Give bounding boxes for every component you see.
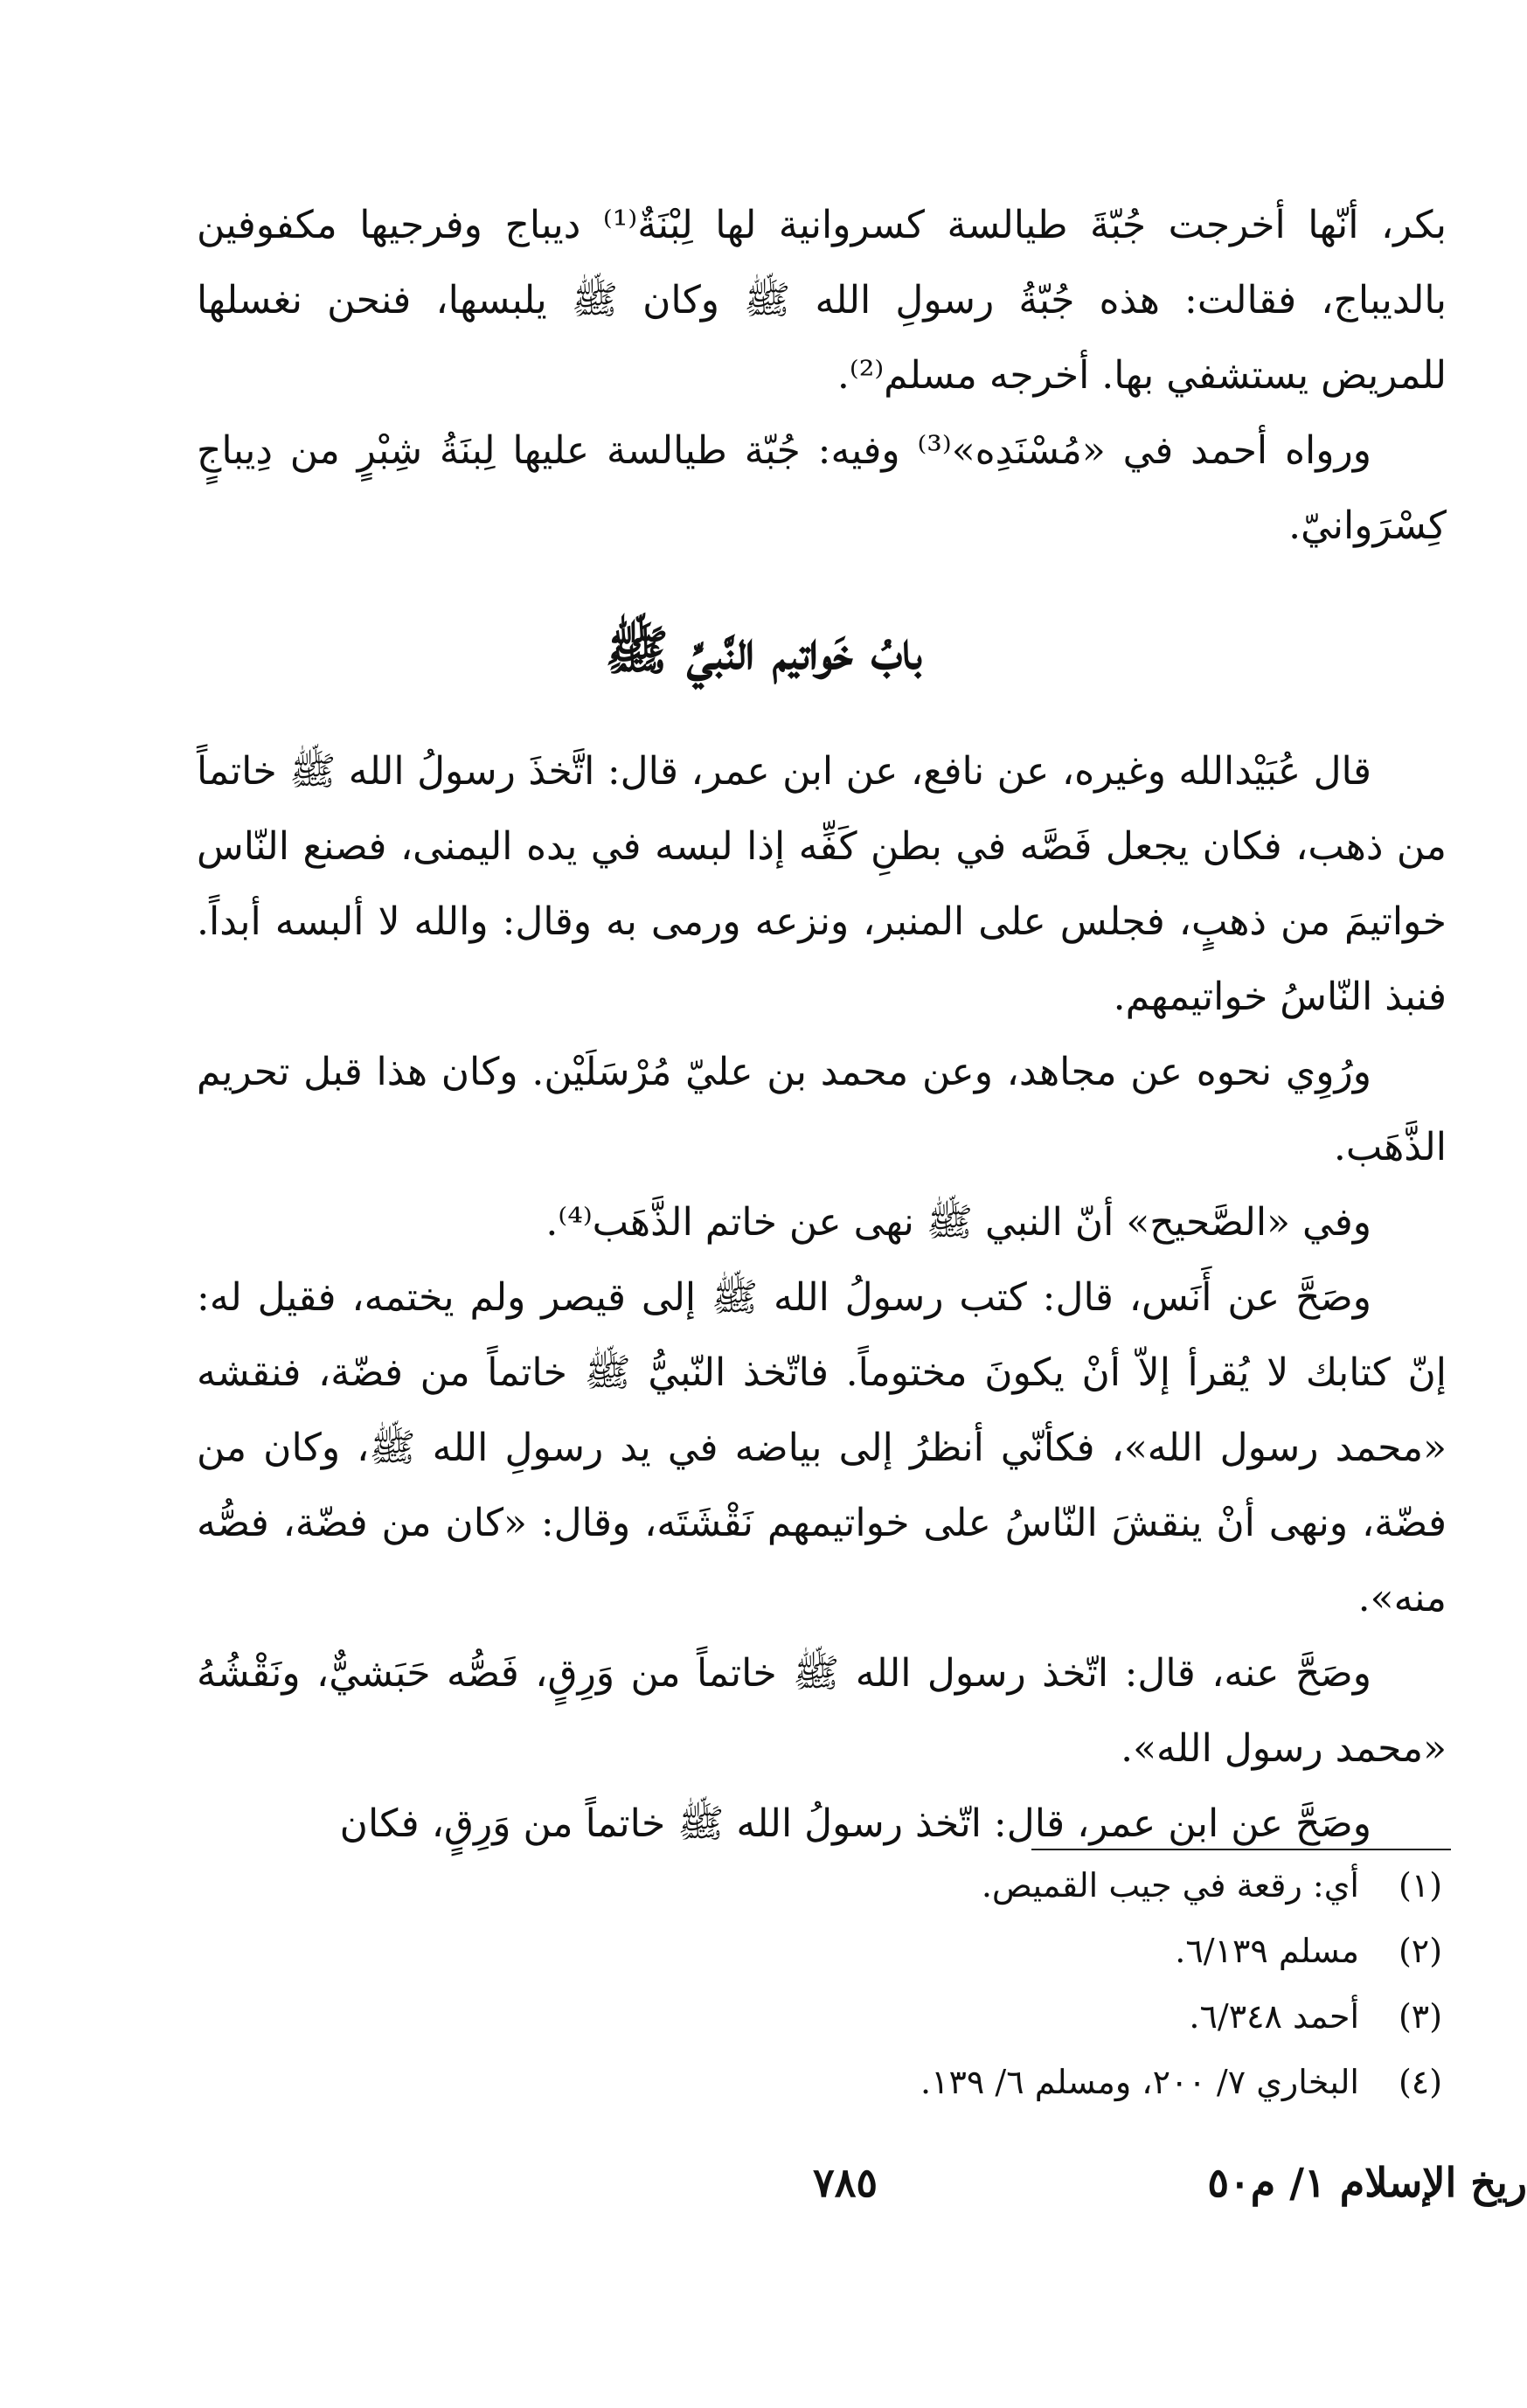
footnote-divider (1031, 1849, 1451, 1850)
footnote (197, 2050, 1447, 2115)
chapter-heading: بابُ خَواتيم النَّبيِّ ﷺ (605, 621, 922, 682)
paragraph: وصَحَّ عن ابن عمر، قال: اتّخذ رسولُ الله ﷺ خاتماً من وَرِقٍ، فكان (339, 1801, 1371, 1846)
footnote-number: (١) (1398, 1866, 1443, 1905)
footnote-number: (٤) (1398, 2063, 1443, 2101)
footnote-text: البخاري ٧/ ٢٠٠، ومسلم ٦/ ١٣٩. (920, 2063, 1359, 2101)
continued-text (197, 188, 1447, 564)
paragraph: وفي «الصَّحيح» أنّ النبي ﷺ نهى عن خاتم الذَّهَب⁽⁴⁾. (545, 1200, 1371, 1245)
paragraph: وصَحَّ عنه، قال: اتّخذ رسول الله ﷺ خاتماً من وَرِقٍ، فَصُّه حَبَشيٌّ، ونَقْشُهُ «محمد رسول الله». (197, 1651, 1447, 1771)
footnote-text: أحمد ٦/٣٤٨. (1189, 1997, 1359, 2036)
footnote-number: (٢) (1398, 1932, 1443, 1970)
footnote (197, 1919, 1447, 1984)
page-number: ٧٨٥ (813, 2159, 878, 2206)
footnotes (197, 1853, 1447, 2115)
footnote (197, 1984, 1447, 2050)
paragraph: ورُوِي نحوه عن مجاهد، وعن محمد بن عليّ مُرْسَلَيْن. وكان هذا قبل تحريم الذَّهَب. (197, 1050, 1447, 1169)
paragraph: بكر، أنّها أخرجت جُبّةَ طيالسة كسروانية لها لِبْنَةٌ⁽¹⁾ ديباج وفرجيها مكفوفين بالديباج، فقالت: هذه جُبّةُ رسولِ الله ﷺ وكان ﷺ يلبسها، فنحن نغسلها للمريض يستشفي بها. أخرجه مسلم⁽²⁾. (197, 203, 1447, 398)
footnote-text: أي: رقعة في جيب القميص. (981, 1866, 1359, 1905)
paragraph: قال عُبَيْدالله وغيره، عن نافع، عن ابن عمر، قال: اتَّخذَ رسولُ الله ﷺ خاتماً من ذهب، فكان يجعل فَصَّه في بطنِ كَفِّه إذا لبسه في يده اليمنى، فصنع النّاس خواتيمَ من ذهبٍ، فجلس على المنبر، ونزعه ورمى به وقال: والله لا ألبسه أبداً. فنبذ النّاسُ خواتيمهم. (197, 749, 1447, 1019)
paragraph: ورواه أحمد في «مُسْنَدِه»⁽³⁾ وفيه: جُبّة طيالسة عليها لِبنَةُ شِبْرٍ من دِيباجٍ كِسْرَوانيّ. (197, 428, 1447, 548)
paragraph: وصَحَّ عن أَنَس، قال: كتب رسولُ الله ﷺ إلى قيصر ولم يختمه، فقيل له: إنّ كتابك لا يُقرأ إلاّ أنْ يكونَ مختوماً. فاتّخذ النّبيُّ ﷺ خاتماً من فضّة، فنقشه «محمد رسول الله»، فكأنّي أنظرُ إلى بياضه في يد رسولِ الله ﷺ، وكان من فضّة، ونهى أنْ ينقشَ النّاسُ على خواتيمهم نَقْشَتَه، وقال: «كان من فضّة، فصُّه منه». (197, 1275, 1447, 1620)
footnote (197, 1853, 1447, 1919)
footnote-text: مسلم ٦/١٣٩. (1175, 1932, 1359, 1970)
footnote-number: (٣) (1398, 1997, 1443, 2036)
page-footer (0, 2159, 1527, 2229)
book-signature: ريخ الإسلام ١/ م٥٠ (1207, 2159, 1527, 2206)
chapter-body (197, 734, 1447, 1862)
